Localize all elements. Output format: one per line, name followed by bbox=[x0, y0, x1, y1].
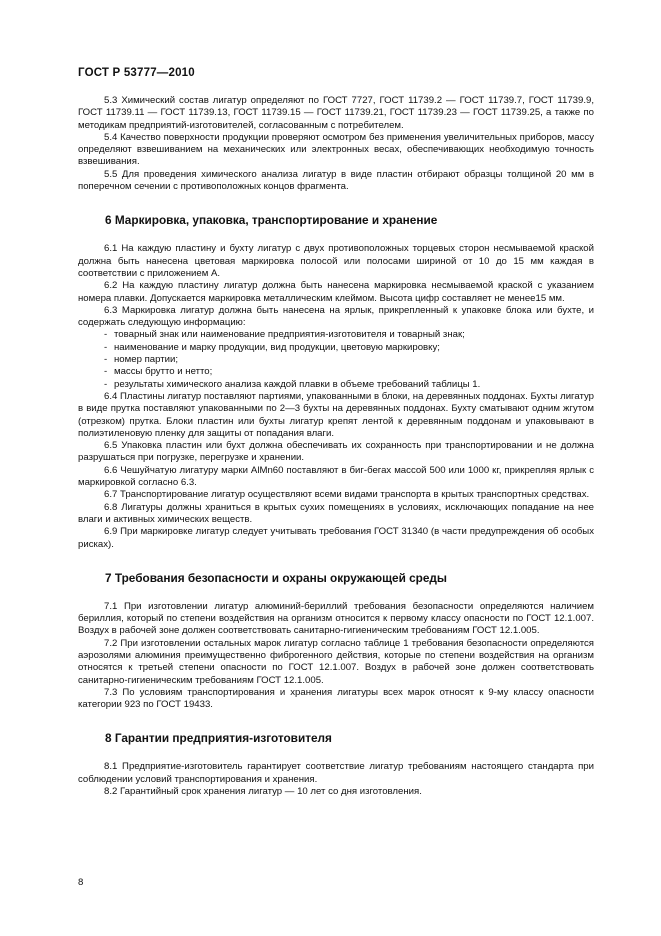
paragraph-7-1: 7.1 При изготовлении лигатур алюминий-бериллий требования безопасности определяются наличием бериллия, который по степени воздействия на организм относится к первому классу опасности по ГОСТ 12.1.007. Воздух в рабочей зоне должен соответствовать санитарно-гигиеническим требованиям ГОСТ 12.1.005. bbox=[78, 600, 594, 637]
paragraph-5-3: 5.3 Химический состав лигатур определяют по ГОСТ 7727, ГОСТ 11739.2 — ГОСТ 11739.7, ГОСТ 11739.9, ГОСТ 11739.11 — ГОСТ 11739.13, ГОСТ 11739.15 — ГОСТ 11739.21, ГОСТ 11739.23 — ГОСТ 11739.25, а также по методикам предприятий-изготовителей, согласованным с потребителем. bbox=[78, 95, 594, 131]
list-item: - товарный знак или наименование предприятия-изготовителя и товарный знак; bbox=[104, 329, 465, 341]
paragraph-6-1: 6.1 На каждую пластину и бухту лигатур с двух противоположных торцевых сторон несмываемой краской должна быть нанесена цветовая маркировка полосой или полосами шириной от 10 до 15 мм каждая в соответствии с приложением А. bbox=[78, 243, 594, 279]
section-6-heading: 6 Маркировка, упаковка, транспортирование и хранение bbox=[105, 213, 438, 228]
page-number: 8 bbox=[78, 877, 84, 888]
list-item: - номер партии; bbox=[104, 354, 178, 366]
paragraph-5-4: 5.4 Качество поверхности продукции проверяют осмотром без применения увеличительных приборов, массу определяют взвешиванием на механических или электронных весах, обеспечивающих необходимую точность взвешивания. bbox=[78, 131, 594, 168]
paragraph-7-2: 7.2 При изготовлении остальных марок лигатур согласно таблице 1 требования безопасности определяются аэрозолями алюминия преимущественно фиброгенного действия, которые по степени воздействия на организм относятся к третьей степени опасности по ГОСТ 12.1.007. Воздух в рабочей зоне должен соответствовать санитарно-гигиеническим требованиям ГОСТ 12.1.005. bbox=[78, 637, 594, 686]
list-item: - массы брутто и нетто; bbox=[104, 366, 213, 378]
paragraph-6-3: 6.3 Маркировка лигатур должна быть нанесена на ярлык, прикрепленный к упаковке блока или бухте, и содержать следующую информацию: bbox=[78, 304, 594, 329]
paragraph-6-6: 6.6 Чешуйчатую лигатуру марки AlMn60 поставляют в биг-бегах массой 500 или 1000 кг, прикрепляя ярлык с маркировкой согласно 6.3. bbox=[78, 464, 594, 489]
list-item: - наименование и марку продукции, вид продукции, цветовую маркировку; bbox=[104, 341, 440, 353]
paragraph-6-2: 6.2 На каждую пластину лигатур должна быть нанесена маркировка несмываемой краской с указанием номера плавки. Допускается маркировка металлическим клеймом. Высота цифр составляет не менее15 мм. bbox=[78, 280, 594, 304]
paragraph-7-3: 7.3 По условиям транспортирования и хранения лигатуры всех марок относят к 9-му классу опасности категории 923 по ГОСТ 19433. bbox=[78, 686, 594, 711]
paragraph-6-7: 6.7 Транспортирование лигатур осуществляют всеми видами транспорта в крытых транспортных средствах. bbox=[104, 489, 590, 501]
marking-info-list bbox=[78, 329, 594, 390]
section-8-heading: 8 Гарантии предприятия-изготовителя bbox=[105, 731, 332, 746]
paragraph-6-9: 6.9 При маркировке лигатур следует учитывать требования ГОСТ 31340 (в части предупреждения об особых рисках). bbox=[78, 526, 594, 550]
paragraph-8-1: 8.1 Предприятие-изготовитель гарантирует соответствие лигатур требованиям настоящего стандарта при соблюдении условий транспортирования и хранения. bbox=[78, 761, 594, 785]
document-header: ГОСТ Р 53777—2010 bbox=[78, 67, 195, 79]
paragraph-6-8: 6.8 Лигатуры должны храниться в крытых сухих помещениях в условиях, исключающих попадание на нее влаги и активных химических веществ. bbox=[78, 501, 594, 525]
section-7-heading: 7 Требования безопасности и охраны окружающей среды bbox=[105, 570, 447, 585]
paragraph-6-5: 6.5 Упаковка пластин или бухт должна обеспечивать их сохранность при транспортировании и не должна разрушаться при погрузке, перегрузке и хранении. bbox=[78, 440, 594, 464]
paragraph-6-4: 6.4 Пластины лигатур поставляют партиями, упакованными в блоки, на деревянных поддонах. Бухты лигатур в виде прутка поставляют упакованными по 2—3 бухты на деревянных поддонах. Бухту сматывают одним жгутом (отрезком) прутка. Блоки пластин или бухты лигатур крепят лентой к деревянным поддонам и упаковывают в полиэтиленовую пленку для защиты от попадания влаги. bbox=[78, 390, 594, 439]
document-body bbox=[78, 95, 594, 798]
paragraph-5-5: 5.5 Для проведения химического анализа лигатур в виде пластин отбирают образцы толщиной 20 мм в поперечном сечении с противоположных концов фрагмента. bbox=[78, 168, 594, 193]
paragraph-8-2: 8.2 Гарантийный срок хранения лигатур — 10 лет со дня изготовления. bbox=[104, 786, 422, 798]
list-item: - результаты химического анализа каждой плавки в объеме требований таблицы 1. bbox=[104, 378, 481, 390]
